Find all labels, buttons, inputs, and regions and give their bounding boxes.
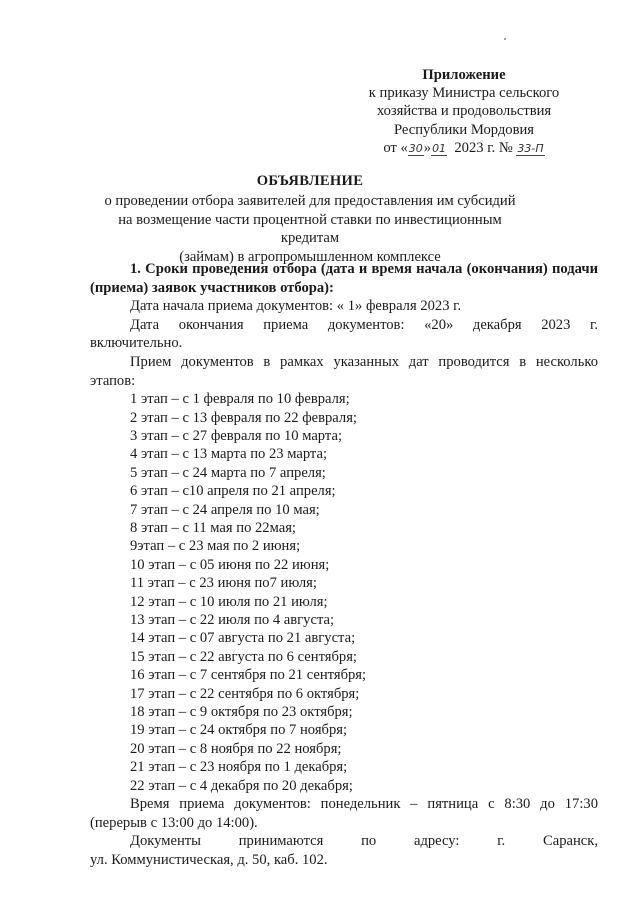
stage-item: 15 этап – с 22 августа по 6 сентября; [130, 648, 357, 665]
hours-text-2: (перерыв с 13:00 до 14:00). [90, 814, 258, 831]
stage-item: 5 этап – с 24 марта по 7 апреля; [130, 464, 326, 481]
date-year: 2023 г. № [454, 139, 513, 156]
appendix-line-3: Республики Мордовия [393, 121, 534, 138]
stages-intro-1: Прием документов в рамках указанных дат проводится в несколько [130, 353, 598, 370]
stage-item: 21 этап – с 23 ноября по 1 декабря; [130, 759, 348, 776]
announcement-heading [90, 172, 530, 266]
stage-item: 10 этап – с 05 июня по 22 июня; [130, 556, 330, 573]
stage-item: 20 этап – с 8 ноября по 22 ноября; [130, 740, 342, 757]
stage-item: 22 этап – с 4 декабря по 20 декабря; [130, 777, 353, 794]
stage-item: 4 этап – с 13 марта по 23 марта; [130, 446, 328, 463]
stage-item: 19 этап – с 24 октября по 7 ноября; [130, 722, 348, 739]
announcement-title: ОБЪЯВЛЕНИЕ [256, 173, 364, 189]
end-date-text-1: Дата окончания приема документов: «20» декабря 2023 г. [130, 316, 598, 333]
stage-item: 9этап – с 23 мая по 2 июня; [130, 538, 301, 555]
stage-item: 6 этап – с10 апреля по 21 апреля; [130, 483, 336, 500]
address-text-1: Документы принимаются по адресу: г. Саранск, [130, 833, 598, 850]
stage-item: 1 этап – с 1 февраля по 10 февраля; [130, 391, 350, 408]
start-date-text: Дата начала приема документов: « 1» февраля 2023 г. [130, 298, 462, 315]
stage-item: 7 этап – с 24 апреля по 10 мая; [130, 501, 320, 518]
announcement-subtitle-3: (займам) в агропромышленном комплексе [179, 248, 441, 265]
appendix-line-2: хозяйства и продовольствия [376, 103, 552, 120]
stage-item: 8 этап – с 11 мая по 22мая; [130, 520, 296, 536]
stage-item: 3 этап – с 27 февраля по 10 марта; [130, 427, 342, 444]
hours-text-1: Время приема документов: понедельник – пятница с 8:30 до 17:30 [130, 796, 598, 813]
stages-list [90, 390, 598, 795]
end-date-text-2: включительно. [90, 335, 183, 352]
announcement-subtitle-1: о проведении отбора заявителей для предоставления им субсидий [104, 193, 516, 210]
appendix-block [344, 66, 584, 157]
handwritten-month: 01 [432, 141, 447, 155]
stage-item: 11 этап – с 23 июня по7 июля; [130, 575, 317, 592]
stage-item: 2 этап – с 13 февраля по 22 февраля; [130, 409, 357, 426]
address-text-2: ул. Коммунистическая, д. 50, каб. 102. [90, 851, 328, 868]
stage-item: 18 этап – с 9 октября по 23 октября; [130, 704, 353, 721]
appendix-line-1: к приказу Министра сельского [368, 85, 560, 102]
stage-item: 12 этап – с 10 июля по 21 июля; [130, 593, 328, 610]
handwritten-day: 30 [408, 141, 423, 155]
stage-item: 17 этап – с 22 сентября по 6 октября; [130, 685, 360, 702]
stage-item: 14 этап – с 07 августа по 21 августа; [130, 630, 356, 647]
section-1-title: 1. Сроки проведения отбора (дата и время начала (окончания) подачи (приема) заявок участников отбора): [90, 261, 598, 296]
scan-speck [504, 38, 506, 40]
section-1 [90, 260, 598, 869]
stage-item: 16 этап – с 7 сентября по 21 сентября; [130, 667, 367, 684]
handwritten-order-number: 33-П [517, 141, 544, 155]
date-mid: » [423, 139, 432, 156]
announcement-subtitle-2: на возмещение части процентной ставки по инвестиционным кредитам [118, 211, 502, 247]
appendix-date-line [344, 139, 584, 157]
appendix-title: Приложение [422, 67, 506, 83]
stage-item: 13 этап – с 22 июля по 4 августа; [130, 612, 335, 629]
date-prefix: от « [383, 139, 408, 156]
stages-intro-2: этапов: [90, 372, 136, 389]
